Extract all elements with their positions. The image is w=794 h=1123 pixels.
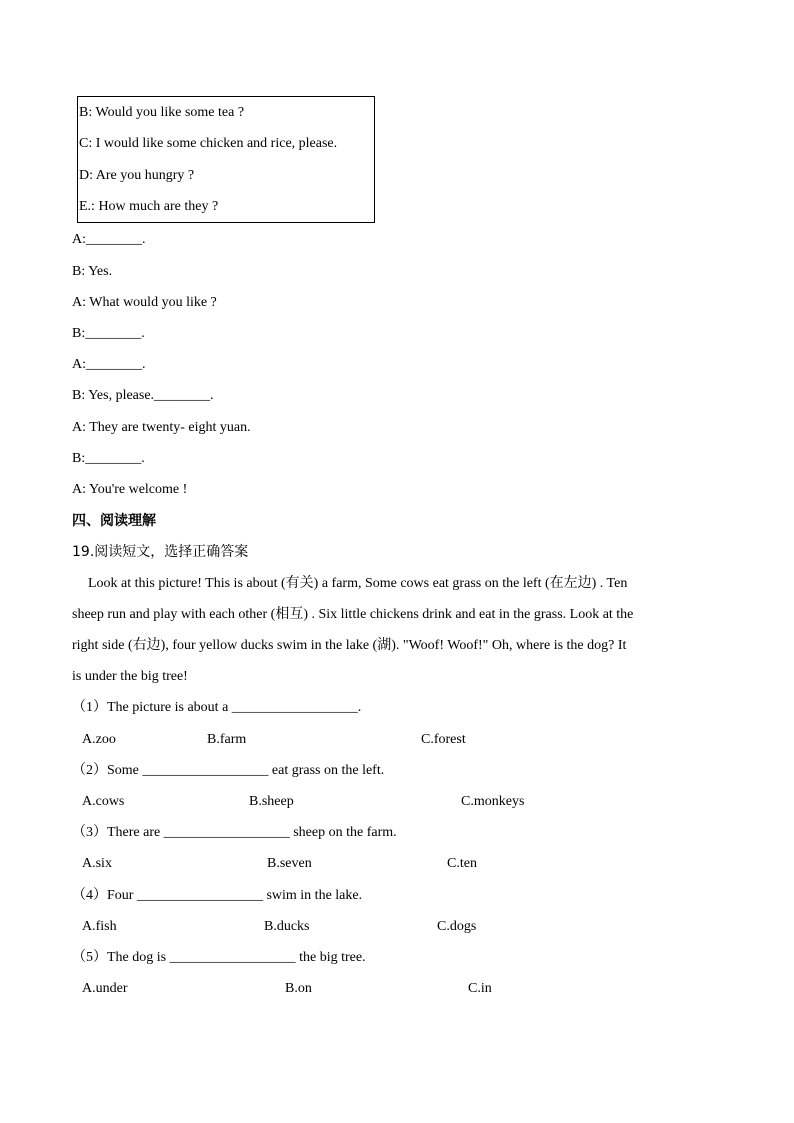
option-a: A.fish (82, 919, 117, 934)
box-option-e: E.: How much are they ? (79, 199, 219, 214)
option-b: B.on (285, 981, 312, 996)
section-heading: 四、阅读理解 (72, 513, 156, 529)
dialogue-line: A: You're welcome ! (72, 482, 188, 497)
option-c: C.forest (421, 732, 466, 747)
question-stem: （2）Some __________________ eat grass on the left. (72, 763, 385, 778)
dialogue-line: B:________. (72, 451, 145, 466)
option-a: A.six (82, 856, 112, 871)
option-c: C.monkeys (461, 794, 525, 809)
option-c: C.dogs (437, 919, 477, 934)
question-stem: （4）Four __________________ swim in the lake. (72, 888, 363, 903)
question-title: 19.阅读短文，选择正确答案 (72, 544, 249, 560)
dialogue-line: A: What would you like ? (72, 295, 217, 310)
option-b: B.seven (267, 856, 312, 871)
dialogue-line: B:________. (72, 326, 145, 341)
passage-line: Look at this picture! This is about (有关) a farm, Some cows eat grass on the left (在左边) . Ten (88, 576, 628, 591)
dialogue-line: A:________. (72, 232, 146, 247)
passage-line: sheep run and play with each other (相互) . Six little chickens drink and eat in the grass. Look at the (72, 607, 634, 622)
passage-line: is under the big tree! (72, 669, 188, 684)
option-a: A.under (82, 981, 128, 996)
dialogue-line: B: Yes. (72, 264, 113, 279)
option-b: B.farm (207, 732, 247, 747)
dialogue-line: A:________. (72, 357, 146, 372)
question-stem: （1）The picture is about a __________________. (72, 700, 362, 715)
question-stem: （5）The dog is __________________ the big tree. (72, 950, 366, 965)
box-option-d: D: Are you hungry ? (79, 168, 195, 183)
box-option-c: C: I would like some chicken and rice, please. (79, 136, 338, 151)
dialogue-line: B: Yes, please.________. (72, 388, 214, 403)
option-b: B.ducks (264, 919, 310, 934)
box-option-b: B: Would you like some tea ? (79, 105, 245, 120)
option-a: A.zoo (82, 732, 116, 747)
dialogue-line: A: They are twenty- eight yuan. (72, 420, 251, 435)
option-a: A.cows (82, 794, 125, 809)
option-c: C.in (468, 981, 492, 996)
option-b: B.sheep (249, 794, 294, 809)
question-stem: （3）There are __________________ sheep on the farm. (72, 825, 397, 840)
option-c: C.ten (447, 856, 477, 871)
passage-line: right side (右边), four yellow ducks swim in the lake (湖). "Woof! Woof!" Oh, where is the dog? It (72, 638, 627, 653)
